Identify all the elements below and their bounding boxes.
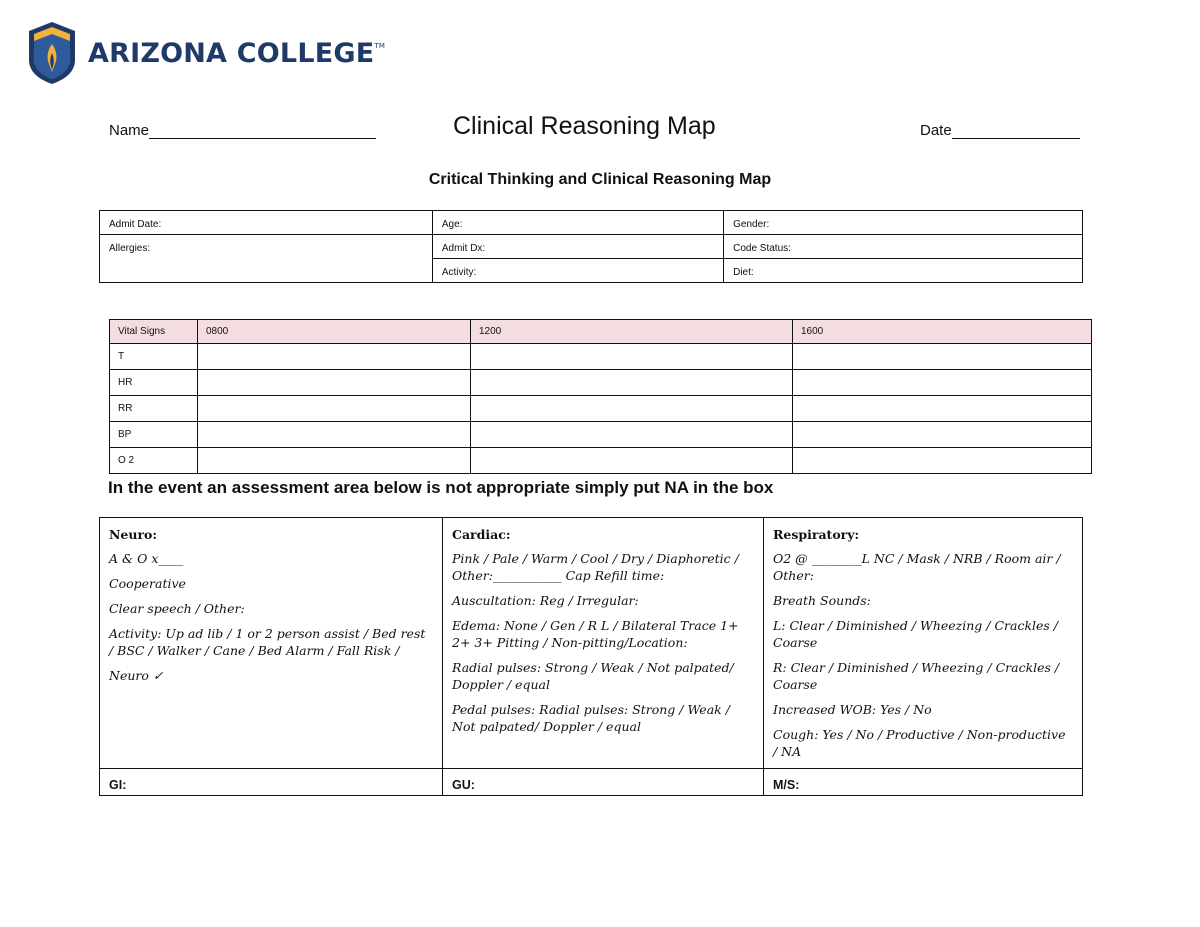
vital-cell-1200[interactable] — [471, 448, 793, 474]
date-field[interactable] — [920, 122, 1080, 139]
admit-date-cell[interactable]: Admit Date: — [100, 211, 433, 235]
shield-flame-icon — [26, 20, 78, 86]
vital-signs-table — [109, 319, 1092, 474]
vital-cell-1600[interactable] — [793, 370, 1092, 396]
vital-cell-1600[interactable] — [793, 448, 1092, 474]
cardiac-cell[interactable] — [443, 518, 764, 769]
date-label: Date — [920, 122, 952, 139]
vital-label: RR — [110, 396, 198, 422]
vital-cell-0800[interactable] — [198, 370, 471, 396]
admit-dx-cell[interactable]: Admit Dx: — [432, 235, 723, 259]
respiratory-item: Increased WOB: Yes / No — [773, 702, 932, 717]
age-cell[interactable]: Age: — [432, 211, 723, 235]
neuro-item: Activity: Up ad lib / 1 or 2 person assist / Bed rest / BSC / Walker / Cane / Bed Alarm / Fall Risk / — [109, 626, 426, 658]
respiratory-heading: Respiratory: — [773, 527, 860, 542]
respiratory-item: Breath Sounds: — [773, 593, 871, 608]
name-blank[interactable] — [149, 123, 376, 139]
vitals-row-bp — [110, 422, 1092, 448]
vital-cell-1600[interactable] — [793, 344, 1092, 370]
respiratory-item: L: Clear / Diminished / Wheezing / Crackles / Coarse — [773, 618, 1059, 650]
vitals-header-label: Vital Signs — [110, 320, 198, 344]
name-field[interactable] — [109, 122, 376, 139]
neuro-item: A & O x____ — [109, 551, 184, 566]
diet-cell[interactable]: Diet: — [724, 259, 1083, 283]
vital-cell-0800[interactable] — [198, 448, 471, 474]
respiratory-item: O2 @ ________L NC / Mask / NRB / Room air / Other: — [773, 551, 1061, 583]
vitals-header-1200: 1200 — [471, 320, 793, 344]
vital-label: BP — [110, 422, 198, 448]
trademark-mark: TM — [374, 41, 386, 50]
na-instruction: In the event an assessment area below is not appropriate simply put NA in the box — [108, 478, 774, 497]
vital-cell-1200[interactable] — [471, 370, 793, 396]
name-label: Name — [109, 122, 150, 139]
vital-cell-0800[interactable] — [198, 422, 471, 448]
vital-cell-1200[interactable] — [471, 396, 793, 422]
vital-label: T — [110, 344, 198, 370]
ms-cell[interactable]: M/S: — [764, 769, 1083, 796]
date-blank[interactable] — [952, 123, 1080, 139]
respiratory-cell[interactable] — [764, 518, 1083, 769]
code-status-cell[interactable]: Code Status: — [724, 235, 1083, 259]
assessment-table — [99, 517, 1083, 796]
cardiac-heading: Cardiac: — [452, 527, 511, 542]
cardiac-item: Pink / Pale / Warm / Cool / Dry / Diaphoretic / Other:___________ Cap Refill time: — [452, 551, 739, 583]
neuro-item: Neuro ✓ — [109, 668, 164, 683]
vitals-row-rr — [110, 396, 1092, 422]
gu-cell[interactable]: GU: — [443, 769, 764, 796]
cardiac-item: Edema: None / Gen / R L / Bilateral Trace 1+ 2+ 3+ Pitting / Non-pitting/Location: — [452, 618, 739, 650]
page-title: Clinical Reasoning Map — [453, 112, 716, 140]
respiratory-item: Cough: Yes / No / Productive / Non-productive / NA — [773, 727, 1066, 759]
vital-cell-1200[interactable] — [471, 422, 793, 448]
vitals-row-hr — [110, 370, 1092, 396]
vitals-header-1600: 1600 — [793, 320, 1092, 344]
brand-name: ARIZONA COLLEGE™ — [88, 37, 386, 69]
vital-cell-0800[interactable] — [198, 396, 471, 422]
vital-label: HR — [110, 370, 198, 396]
gi-cell[interactable]: GI: — [100, 769, 443, 796]
cardiac-item: Pedal pulses: Radial pulses: Strong / Weak / Not palpated/ Doppler / equal — [452, 702, 730, 734]
vital-label: O 2 — [110, 448, 198, 474]
vitals-header-row — [110, 320, 1092, 344]
vital-cell-1600[interactable] — [793, 422, 1092, 448]
cardiac-item: Radial pulses: Strong / Weak / Not palpated/ Doppler / equal — [452, 660, 734, 692]
activity-cell[interactable]: Activity: — [432, 259, 723, 283]
allergies-cell[interactable]: Allergies: — [100, 235, 433, 283]
vitals-row-o2 — [110, 448, 1092, 474]
vital-cell-1200[interactable] — [471, 344, 793, 370]
patient-info-table — [99, 210, 1083, 283]
vital-cell-1600[interactable] — [793, 396, 1092, 422]
neuro-cell[interactable] — [100, 518, 443, 769]
vitals-row-t — [110, 344, 1092, 370]
vitals-header-0800: 0800 — [198, 320, 471, 344]
neuro-item: Cooperative — [109, 576, 186, 591]
respiratory-item: R: Clear / Diminished / Wheezing / Crackles / Coarse — [773, 660, 1060, 692]
page-subtitle: Critical Thinking and Clinical Reasoning Map — [428, 171, 772, 188]
neuro-heading: Neuro: — [109, 527, 158, 542]
arizona-college-logo — [26, 20, 385, 86]
cardiac-item: Auscultation: Reg / Irregular: — [452, 593, 639, 608]
gender-cell[interactable]: Gender: — [724, 211, 1083, 235]
vital-cell-0800[interactable] — [198, 344, 471, 370]
neuro-item: Clear speech / Other: — [109, 601, 245, 616]
